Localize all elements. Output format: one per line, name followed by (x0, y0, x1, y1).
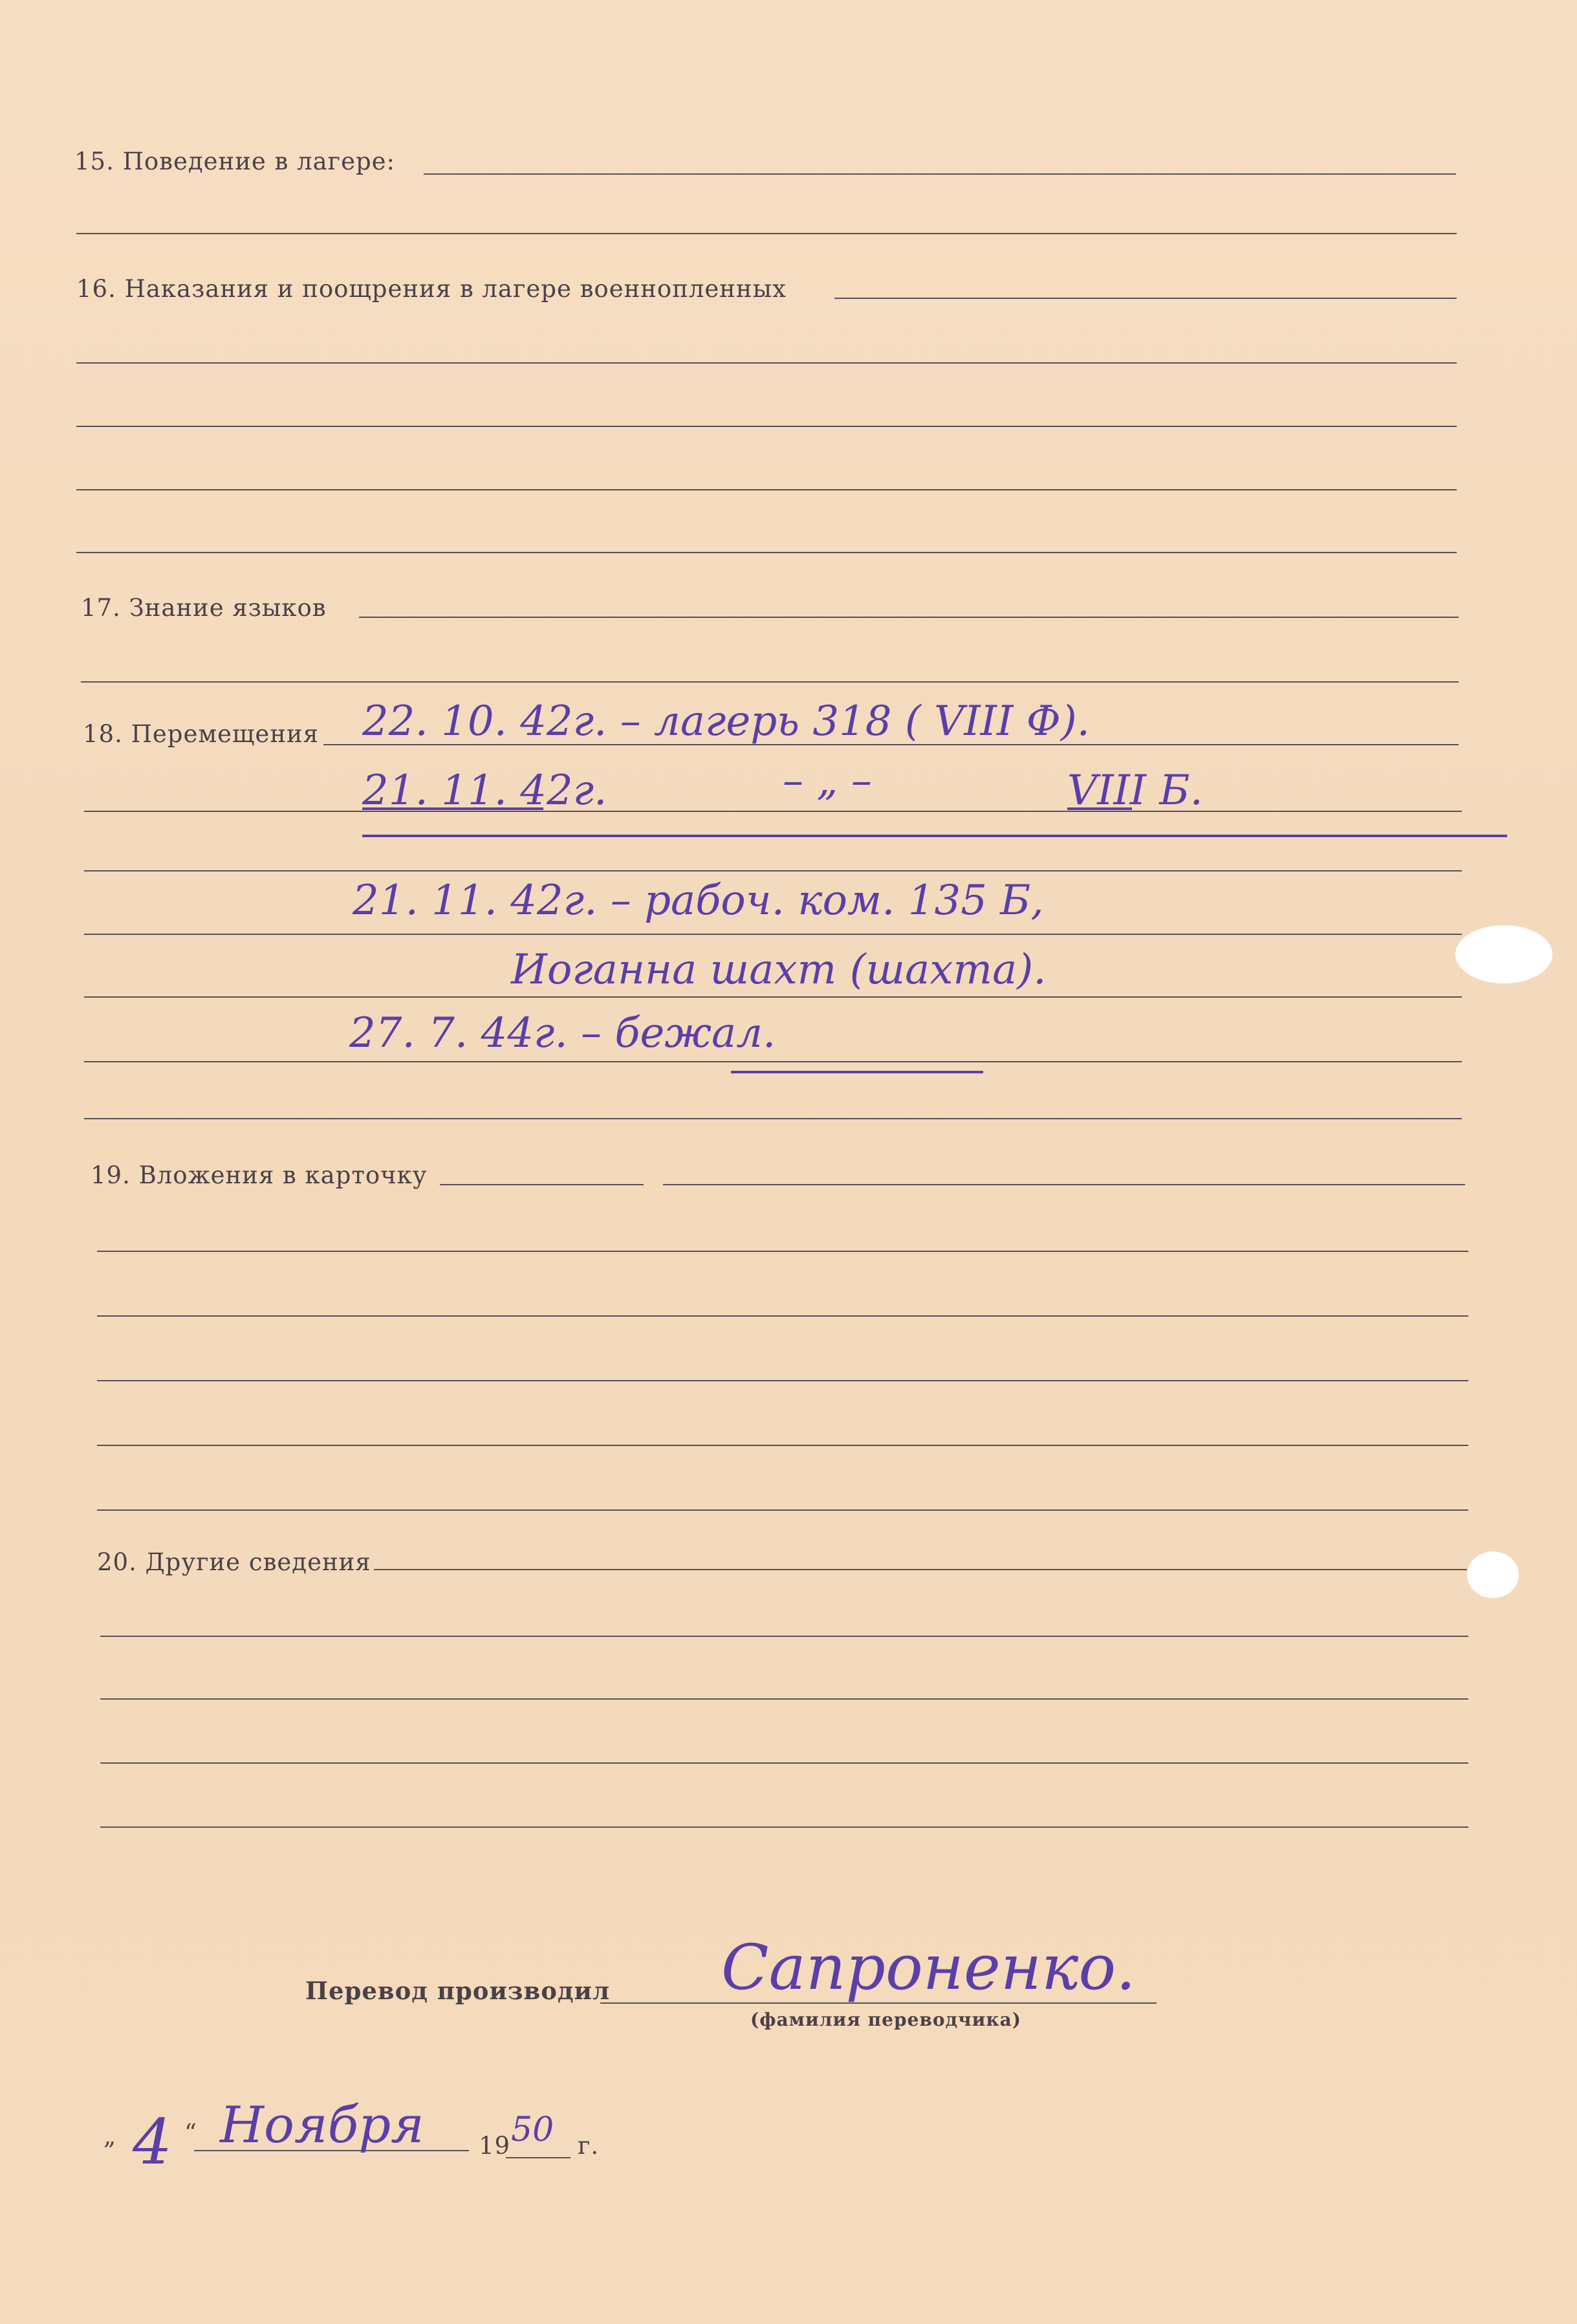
rule (100, 1698, 1468, 1700)
rule (834, 298, 1457, 299)
rule (97, 1380, 1468, 1381)
date-year-suffix: 50 (511, 2110, 554, 2149)
move-line-5: 27. 7. 44г. – бежал. (349, 1009, 776, 1057)
rule (440, 1184, 644, 1185)
rule (663, 1184, 1465, 1185)
rule (76, 362, 1457, 364)
rule (81, 681, 1459, 683)
rule (84, 1061, 1462, 1062)
punch-hole (1467, 1551, 1519, 1598)
section-divider-line (362, 835, 1507, 837)
rule (97, 1251, 1468, 1252)
rule (374, 1569, 1467, 1570)
field-18-label: 18. Перемещения (83, 720, 319, 748)
underline (731, 1071, 983, 1073)
date-close-quote: “ (184, 2119, 197, 2147)
rule (76, 489, 1457, 490)
underline (1067, 807, 1132, 810)
rule (424, 173, 1456, 175)
rule (100, 1826, 1468, 1828)
rule (97, 1315, 1468, 1317)
field-15-label: 15. Поведение в лагере: (74, 148, 396, 175)
rule (84, 1118, 1462, 1119)
rule (97, 1445, 1468, 1446)
field-16-label: 16. Наказания и поощрения в лагере военнопленных (76, 275, 787, 303)
field-19-label: 19. Вложения в карточку (91, 1161, 428, 1189)
rule (100, 1762, 1468, 1764)
move-line-2-end: VIII Б. (1067, 767, 1203, 815)
move-line-2: 21. 11. 42г. (362, 767, 607, 815)
rule (76, 233, 1457, 234)
year-line (506, 2157, 571, 2158)
rule (100, 1636, 1468, 1637)
move-line-2-ditto: – „ – (783, 757, 872, 805)
rule (76, 426, 1457, 427)
underline (362, 807, 543, 810)
rule (84, 934, 1462, 935)
move-line-4: Иоганна шахт (шахта). (511, 946, 1047, 994)
rule (84, 811, 1462, 812)
move-line-3: 21. 11. 42г. – рабоч. ком. 135 Б, (353, 877, 1044, 925)
field-20-label: 20. Другие сведения (97, 1548, 371, 1576)
rule (97, 1509, 1468, 1511)
date-open-quote: „ (103, 2122, 117, 2150)
translator-caption: (фамилия переводчика) (750, 2009, 1022, 2030)
move-line-1: 22. 10. 42г. – лагерь 318 ( VIII Ф). (362, 697, 1090, 745)
rule (84, 870, 1462, 872)
date-year-mark: г. (578, 2132, 600, 2160)
date-year-prefix: 19 (479, 2132, 511, 2160)
punch-hole-notch (1455, 925, 1552, 983)
rule (84, 996, 1462, 998)
field-17-label: 17. Знание языков (81, 594, 327, 622)
rule (359, 617, 1459, 618)
translator-signature: Сапроненко. (721, 1931, 1136, 2004)
rule (76, 552, 1457, 553)
translator-label: Перевод производил (305, 1977, 611, 2005)
date-month: Ноября (220, 2096, 424, 2154)
date-day: 4 (133, 2106, 173, 2178)
